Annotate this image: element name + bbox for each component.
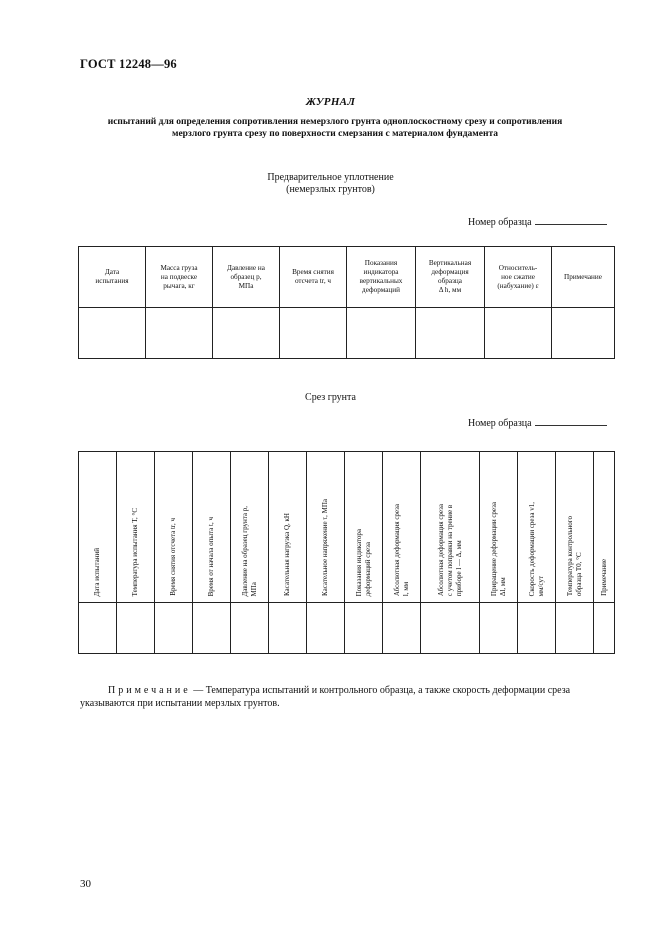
sample-label: Номер образца (468, 217, 532, 228)
subtitle-line-2: мерзлого грунта срезу по поверхности смерзания с материалом фундамента (171, 128, 499, 139)
subtitle-line-1: испытаний для определения сопротивления немерзлого грунта одноплоскостному срезу и сопротивления (107, 117, 563, 127)
section1-title-line-1: Предварительное уплотнение (267, 172, 394, 183)
table-cell[interactable] (518, 603, 556, 654)
column-header: Абсолютная деформация среза l, мм (383, 452, 421, 603)
column-header: Абсолютная деформация среза с учетом поправки на трение в приборе l — Δ, мм (421, 452, 480, 603)
consolidation-table (78, 246, 615, 359)
table-cell[interactable] (480, 603, 518, 654)
note-label: Примечание (108, 685, 191, 696)
column-header: Относитель- ное сжатие (набухание) ε (485, 247, 552, 308)
column-header: Время от начала опыта t, ч (193, 452, 231, 603)
sample-blank-line (535, 215, 607, 225)
table-cell[interactable] (421, 603, 480, 654)
table-cell[interactable] (213, 308, 280, 359)
table-row (79, 603, 615, 654)
column-header: Дата испытаний (79, 452, 117, 603)
table-cell[interactable] (193, 603, 231, 654)
column-header: Касательная нагрузка Q, кН (269, 452, 307, 603)
column-header: Примечание (552, 247, 615, 308)
column-header: Примечание (594, 452, 615, 603)
shear-table (78, 451, 615, 654)
sample-label: Номер образца (468, 418, 532, 429)
section1-sample-number (468, 215, 607, 228)
table-cell[interactable] (594, 603, 615, 654)
table-cell[interactable] (231, 603, 269, 654)
table-cell[interactable] (307, 603, 345, 654)
table-cell[interactable] (79, 308, 146, 359)
table-cell[interactable] (347, 308, 416, 359)
column-header: Давление на образец грунта p, МПа (231, 452, 269, 603)
column-header: Давление на образец p, МПа (213, 247, 280, 308)
column-header: Время снятия отсчета tr, ч (280, 247, 347, 308)
table-cell[interactable] (383, 603, 421, 654)
table-cell[interactable] (416, 308, 485, 359)
note-text: — Температура испытаний и контрольного образца, а также скорость деформации среза указываются при испытании мерзлых грунтов. (80, 685, 571, 709)
column-header: Скорость деформации среза v1, мм/сут (518, 452, 556, 603)
table-cell[interactable] (117, 603, 155, 654)
table-cell[interactable] (552, 308, 615, 359)
column-header: Температура контрольного образца T0, °C (556, 452, 594, 603)
column-header: Время снятия отсчета tr, ч (155, 452, 193, 603)
table-cell[interactable] (269, 603, 307, 654)
column-header: Показания индикатора деформаций среза (345, 452, 383, 603)
journal-subtitle (70, 117, 600, 140)
table-cell[interactable] (155, 603, 193, 654)
section2-sample-number (468, 416, 607, 429)
sample-blank-line (535, 416, 607, 426)
table-cell[interactable] (146, 308, 213, 359)
standard-designation: ГОСТ 12248—96 (80, 57, 177, 71)
column-header: Касательное напряжение τ, МПа (307, 452, 345, 603)
column-header: Вертикальная деформация образца Δ h, мм (416, 247, 485, 308)
column-header: Дата испытания (79, 247, 146, 308)
table-cell[interactable] (345, 603, 383, 654)
journal-title: ЖУРНАЛ (305, 96, 356, 108)
table-cell[interactable] (485, 308, 552, 359)
table-cell[interactable] (79, 603, 117, 654)
section2-title: Срез грунта (305, 392, 356, 403)
column-header: Масса груза на подвеске рычага, кг (146, 247, 213, 308)
table-header-row (79, 247, 615, 308)
table-cell[interactable] (280, 308, 347, 359)
page-number: 30 (80, 878, 91, 890)
column-header: Приращение деформации среза Δl, мм (480, 452, 518, 603)
note (80, 684, 615, 710)
table-row (79, 308, 615, 359)
table-cell[interactable] (556, 603, 594, 654)
section1-title-line-2: (немерзлых грунтов) (286, 184, 375, 195)
column-header: Температура испытания T, °C (117, 452, 155, 603)
section1-title (0, 172, 661, 196)
column-header: Показания индикатора вертикальных деформаций (347, 247, 416, 308)
table-header-row (79, 452, 615, 603)
